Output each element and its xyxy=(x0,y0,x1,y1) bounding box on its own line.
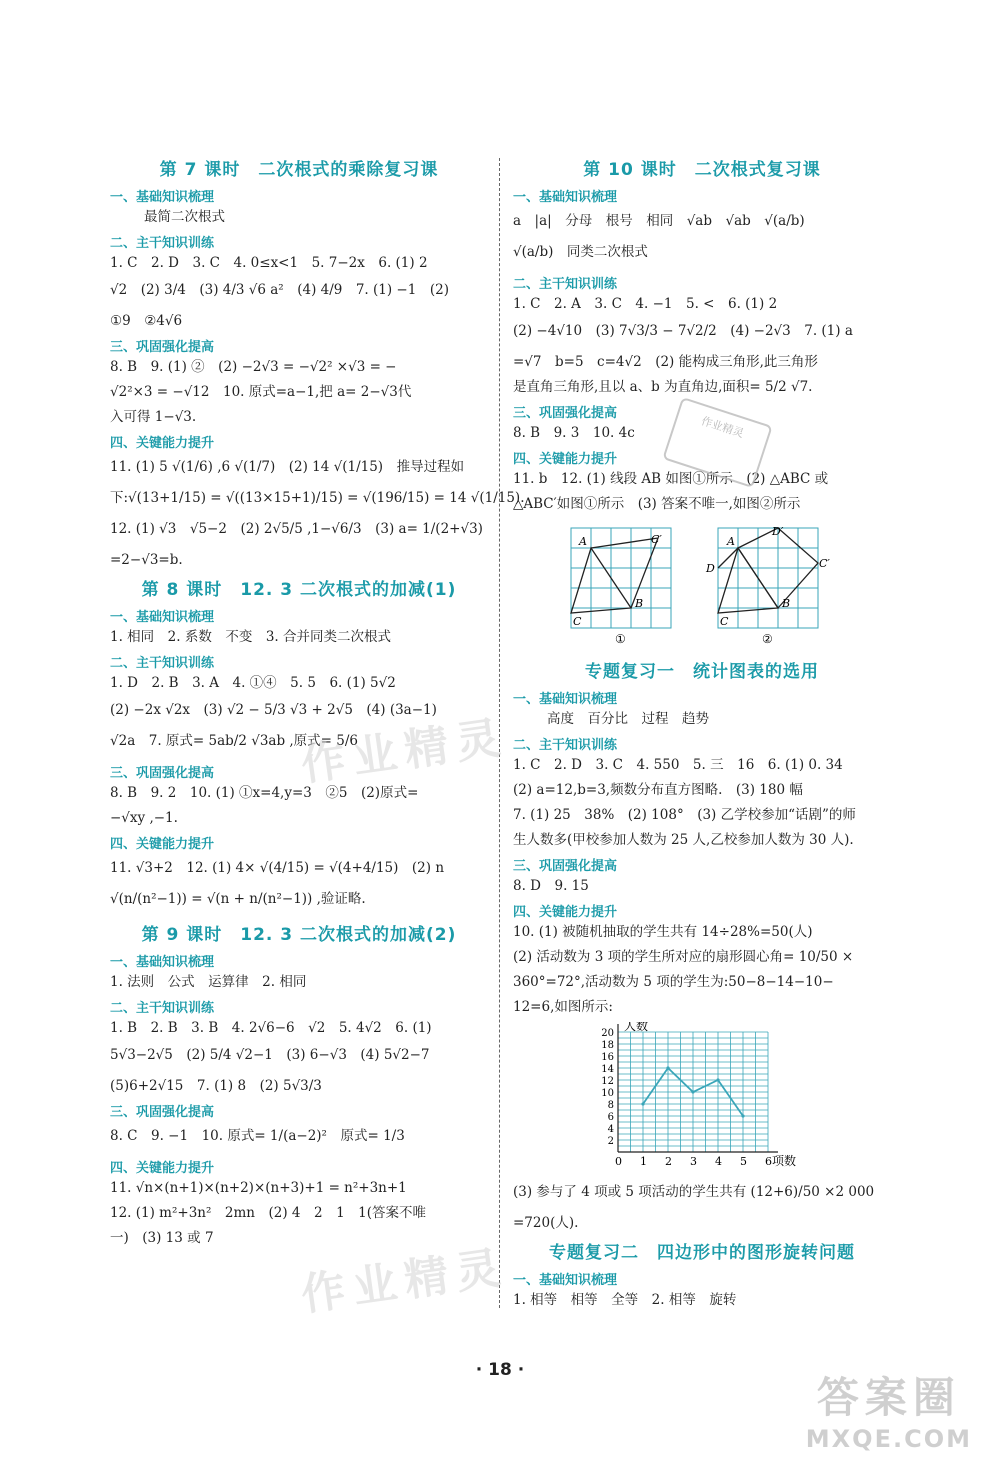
answer-line: 入可得 1−√3. xyxy=(110,409,197,425)
watermark-text: 作业精灵 xyxy=(298,711,512,792)
answer-line: 12=6,如图所示: xyxy=(513,999,613,1015)
answer-line: 下:√(13+1/15) = √((13×15+1)/15) = √(196/15) = 14 √(1/15). xyxy=(110,490,525,506)
answer-line: −√xy ,−1. xyxy=(110,810,178,826)
point-label: C′ xyxy=(819,557,830,570)
section-heading: 三、巩固强化提高 xyxy=(110,766,215,781)
point-label: B xyxy=(782,597,791,610)
answer-line: a |a| 分母 根号 相同 √ab √ab √(a/b) xyxy=(513,213,805,229)
x-tick-label: 1 xyxy=(640,1155,647,1168)
answer-line: =2−√3=b. xyxy=(110,552,183,568)
section-heading: 二、主干知识训练 xyxy=(513,277,618,292)
grid-figure-2 xyxy=(705,525,830,646)
answer-line: √2a 7. 原式= 5ab/2 √3ab ,原式= 5/6 xyxy=(110,733,359,749)
y-tick-label: 18 xyxy=(601,1040,614,1051)
y-tick-label: 8 xyxy=(607,1100,614,1111)
figure-caption: ② xyxy=(762,632,773,646)
point-label: C xyxy=(573,615,582,628)
x-tick-label: 6 xyxy=(765,1155,772,1168)
answer-line: 最简二次根式 xyxy=(144,209,225,225)
lesson-9-title: 第 9 课时 12. 3 二次根式的加减(2) xyxy=(141,925,457,945)
section-heading: 一、基础知识梳理 xyxy=(110,190,215,205)
section-heading: 二、主干知识训练 xyxy=(110,656,215,671)
data-point xyxy=(641,1102,644,1105)
x-tick-label: 2 xyxy=(665,1155,672,1168)
point-label: C xyxy=(720,615,729,628)
section-heading: 一、基础知识梳理 xyxy=(110,610,215,625)
watermark-text: 作业精灵 xyxy=(298,1241,512,1322)
data-point xyxy=(691,1090,694,1093)
answer-line: 1. B 2. B 3. B 4. 2√6−6 √2 5. 4√2 6. (1) xyxy=(110,1020,432,1036)
right-column xyxy=(513,155,891,1315)
grid-figure-1 xyxy=(571,528,671,646)
answer-line: 一) (3) 13 或 7 xyxy=(110,1230,214,1246)
y-tick-label: 12 xyxy=(601,1076,614,1087)
y-tick-label: 16 xyxy=(601,1052,614,1063)
section-heading: 三、巩固强化提高 xyxy=(110,1105,215,1120)
lesson-8-title: 第 8 课时 12. 3 二次根式的加减(1) xyxy=(141,580,457,600)
answer-line: 11. (1) 5 √(1/6) ,6 √(1/7) (2) 14 √(1/15) 推导过程如 xyxy=(110,459,465,475)
answer-line: =√7 b=5 c=4√2 (2) 能构成三角形,此三角形 xyxy=(513,354,818,370)
y-tick-label: 20 xyxy=(601,1028,614,1039)
section-heading: 一、基础知识梳理 xyxy=(513,692,618,707)
answer-line: 8. B 9. 3 10. 4c xyxy=(513,425,635,441)
line-chart xyxy=(513,1022,891,1172)
answer-line: (2) 活动数为 3 项的学生所对应的扇形圆心角= 10/50 × xyxy=(513,949,854,965)
point-label: D′ xyxy=(772,525,784,538)
x-tick-label: 0 xyxy=(615,1155,622,1168)
section-heading: 四、关键能力提升 xyxy=(110,1161,215,1176)
page-number: · 18 · xyxy=(475,1360,525,1380)
answer-line: 8. B 9. 2 10. (1) ①x=4,y=3 ②5 (2)原式= xyxy=(110,785,419,801)
section-heading: 二、主干知识训练 xyxy=(110,236,215,251)
section-heading: 三、巩固强化提高 xyxy=(513,406,618,421)
lesson-7-title: 第 7 课时 二次根式的乘除复习课 xyxy=(159,160,439,180)
answer-line: 360°=72°,活动数为 5 项的学生为:50−8−14−10− xyxy=(513,974,834,990)
answer-line: √2 (2) 3/4 (3) 4/3 √6 a² (4) 4/9 7. (1) −1 (2) xyxy=(110,282,449,298)
answer-line: (5)6+2√15 7. (1) 8 (2) 5√3/3 xyxy=(110,1078,322,1094)
section-heading: 三、巩固强化提高 xyxy=(513,859,618,874)
answer-line: (2) a=12,b=3,频数分布直方图略. (3) 180 幅 xyxy=(513,782,803,798)
answer-line: 12. (1) m²+3n² 2mn (2) 4 2 1 1(答案不唯 xyxy=(110,1205,427,1221)
y-tick-label: 10 xyxy=(601,1088,614,1099)
section-heading: 四、关键能力提升 xyxy=(513,452,618,467)
answer-line: =720(人). xyxy=(513,1215,579,1231)
answer-line: 10. (1) 被随机抽取的学生共有 14÷28%=50(人) xyxy=(513,924,813,940)
answer-line: 11. √3+2 12. (1) 4× √(4/15) = √(4+4/15) (2) n xyxy=(110,860,445,876)
answer-line: √(n/(n²−1)) = √(n + n/(n²−1)) ,验证略. xyxy=(110,891,366,907)
y-tick-label: 4 xyxy=(607,1124,614,1135)
topic-1-title: 专题复习一 统计图表的选用 xyxy=(585,662,819,682)
site-logo-name: 答案圈 xyxy=(816,1373,961,1422)
section-heading: 一、基础知识梳理 xyxy=(513,190,618,205)
section-heading: 四、关键能力提升 xyxy=(513,905,618,920)
y-tick-label: 14 xyxy=(601,1064,614,1075)
figure-1-triangles xyxy=(571,538,658,613)
x-tick-label: 3 xyxy=(690,1155,697,1168)
watermark-stamp: 作业精灵 xyxy=(662,397,772,488)
site-logo xyxy=(806,1365,972,1453)
data-point xyxy=(666,1066,669,1069)
section-heading: 一、基础知识梳理 xyxy=(513,1273,618,1288)
figure-caption: ① xyxy=(615,632,626,646)
topic-2-title: 专题复习二 四边形中的图形旋转问题 xyxy=(549,1243,855,1263)
answer-line: ①9 ②4√6 xyxy=(110,313,183,329)
answer-line: △ABC′如图①所示 (3) 答案不唯一,如图②所示 xyxy=(513,496,801,512)
site-logo-url: MXQE.COM xyxy=(805,1425,972,1453)
answer-line: 11. b 12. (1) 线段 AB 如图①所示 (2) △ABC 或 xyxy=(513,471,829,487)
answer-line: 1. C 2. D 3. C 4. 0≤x<1 5. 7−2x 6. (1) 2 xyxy=(110,255,428,271)
answer-line: 7. (1) 25 38% (2) 108° (3) 乙学校参加“话剧”的师 xyxy=(513,807,856,823)
point-label: A xyxy=(579,535,587,548)
point-label: C′ xyxy=(651,533,662,546)
answer-line: 1. 法则 公式 运算律 2. 相同 xyxy=(110,974,307,990)
answer-line: 8. D 9. 15 xyxy=(513,878,589,894)
answer-line: 8. C 9. −1 10. 原式= 1/(a−2)² 原式= 1/3 xyxy=(110,1128,405,1144)
answer-line: √2²×3 = −√12 10. 原式=a−1,把 a= 2−√3代 xyxy=(110,384,412,400)
section-heading: 三、巩固强化提高 xyxy=(110,340,215,355)
answer-line: 是直角三角形,且以 a、b 为直角边,面积= 5/2 √7. xyxy=(513,379,813,395)
answer-line: 1. 相等 相等 全等 2. 相等 旋转 xyxy=(513,1292,737,1308)
answer-line: (2) −2x √2x (3) √2 − 5/3 √3 + 2√5 (4) (3a−1) xyxy=(110,702,437,718)
section-heading: 一、基础知识梳理 xyxy=(110,955,215,970)
point-label: D xyxy=(706,562,715,575)
point-label: A xyxy=(727,535,735,548)
section-heading: 四、关键能力提升 xyxy=(110,436,215,451)
answer-line: 12. (1) √3 √5−2 (2) 2√5/5 ,1−√6/3 (3) a= 1/(2+√3) xyxy=(110,521,483,537)
point-label: B xyxy=(635,597,644,610)
chart-axes xyxy=(618,1024,778,1152)
answer-line: 1. 相同 2. 系数 不变 3. 合并同类二次根式 xyxy=(110,629,392,645)
chart-x-label: 项数 xyxy=(772,1154,797,1168)
left-column xyxy=(110,155,525,1253)
answer-line: (3) 参与了 4 项或 5 项活动的学生共有 (12+6)/50 ×2 000 xyxy=(513,1184,875,1200)
answer-line: 生人数多(甲校参加人数为 25 人,乙校参加人数为 30 人). xyxy=(513,832,854,848)
answer-line: 1. C 2. A 3. C 4. −1 5. < 6. (1) 2 xyxy=(513,296,778,312)
column-divider xyxy=(499,158,500,1308)
data-point xyxy=(741,1114,744,1117)
x-tick-label: 4 xyxy=(715,1155,722,1168)
x-tick-label: 5 xyxy=(740,1155,747,1168)
data-point xyxy=(716,1078,719,1081)
answer-line: (2) −4√10 (3) 7√3/3 − 7√2/2 (4) −2√3 7. (1) a xyxy=(513,323,853,339)
y-tick-label: 6 xyxy=(607,1112,614,1123)
grid-figures xyxy=(513,525,891,647)
y-tick-label: 2 xyxy=(607,1136,614,1147)
answer-line: 1. C 2. D 3. C 4. 550 5. 三 16 6. (1) 0. 34 xyxy=(513,757,843,773)
section-heading: 四、关键能力提升 xyxy=(110,837,215,852)
answer-line: 5√3−2√5 (2) 5/4 √2−1 (3) 6−√3 (4) 5√2−7 xyxy=(110,1047,430,1063)
answer-line: √(a/b) 同类二次根式 xyxy=(513,244,648,260)
answer-line: 1. D 2. B 3. A 4. ①④ 5. 5 6. (1) 5√2 xyxy=(110,675,396,691)
answer-line: 11. √n×(n+1)×(n+2)×(n+3)+1 = n²+3n+1 xyxy=(110,1180,407,1196)
section-heading: 二、主干知识训练 xyxy=(513,738,618,753)
answer-line: 8. B 9. (1) ② (2) −2√3 = −√2² ×√3 = − xyxy=(110,359,397,375)
lesson-10-title: 第 10 课时 二次根式复习课 xyxy=(583,160,821,180)
section-heading: 二、主干知识训练 xyxy=(110,1001,215,1016)
chart-y-label: 人数 xyxy=(624,1022,649,1033)
answer-line: 高度 百分比 过程 趋势 xyxy=(547,711,709,727)
